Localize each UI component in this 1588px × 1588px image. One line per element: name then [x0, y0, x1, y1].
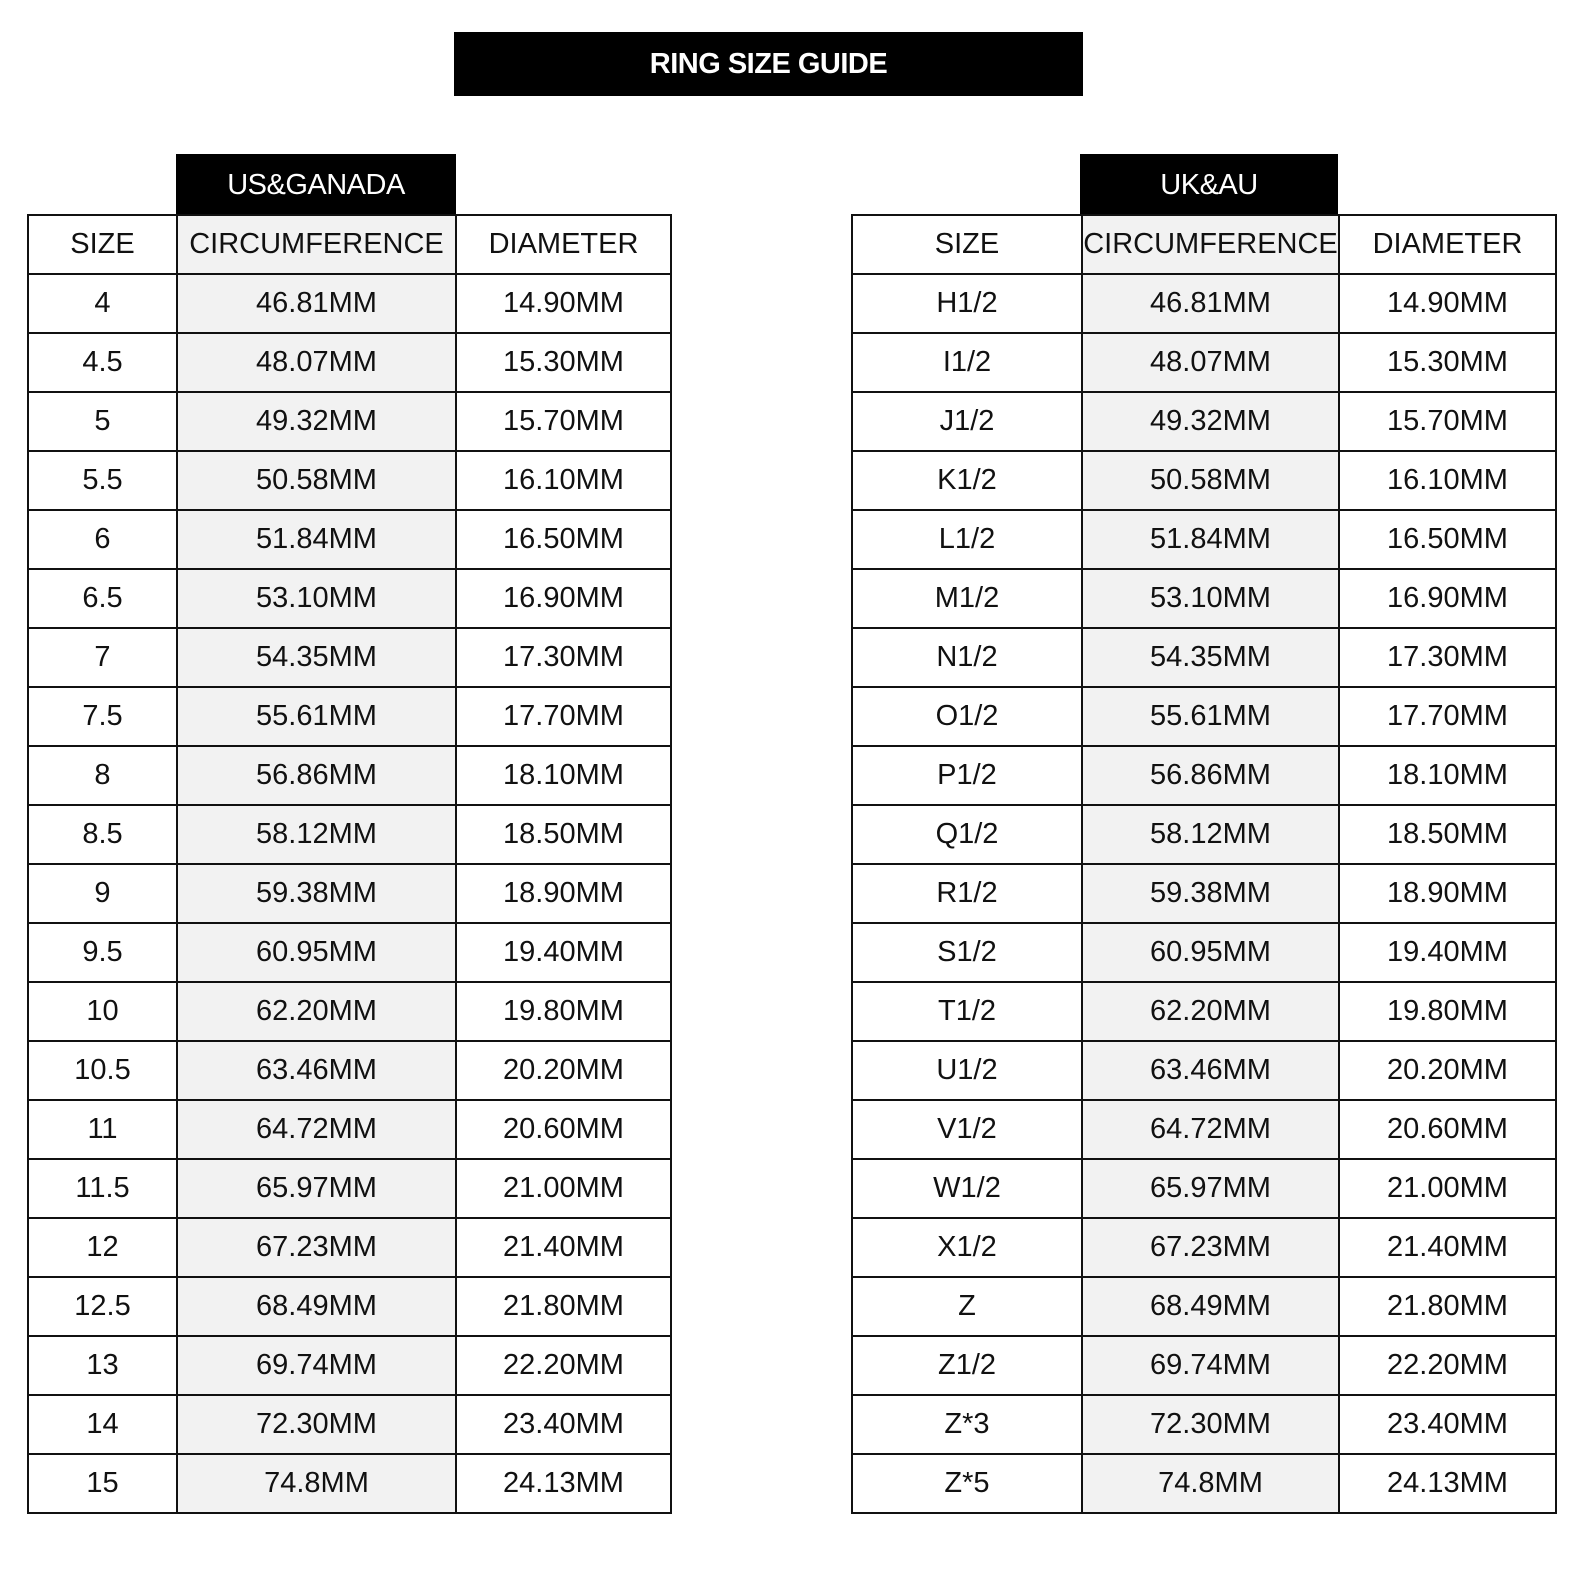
- circumference-cell: 58.12MM: [1082, 805, 1339, 864]
- diameter-cell: 20.20MM: [456, 1041, 671, 1100]
- table-header-row: [28, 215, 671, 274]
- table-row: [852, 392, 1556, 451]
- table-row: [28, 982, 671, 1041]
- circumference-cell: 72.30MM: [177, 1395, 456, 1454]
- size-cell: 9: [28, 864, 177, 923]
- size-cell: R1/2: [852, 864, 1082, 923]
- diameter-cell: 15.70MM: [456, 392, 671, 451]
- table-row: [852, 982, 1556, 1041]
- table-row: [852, 274, 1556, 333]
- size-cell: W1/2: [852, 1159, 1082, 1218]
- diameter-cell: 18.90MM: [456, 864, 671, 923]
- diameter-cell: 20.60MM: [456, 1100, 671, 1159]
- table-row: [28, 333, 671, 392]
- table-row: [28, 1395, 671, 1454]
- circumference-cell: 69.74MM: [1082, 1336, 1339, 1395]
- size-cell: 10: [28, 982, 177, 1041]
- circumference-cell: 54.35MM: [1082, 628, 1339, 687]
- size-cell: N1/2: [852, 628, 1082, 687]
- table-row: [28, 569, 671, 628]
- table-row: [852, 1395, 1556, 1454]
- diameter-cell: 15.30MM: [1339, 333, 1556, 392]
- circumference-cell: 64.72MM: [177, 1100, 456, 1159]
- table-row: [852, 1159, 1556, 1218]
- circumference-cell: 68.49MM: [177, 1277, 456, 1336]
- circumference-cell: 65.97MM: [1082, 1159, 1339, 1218]
- circumference-cell: 49.32MM: [177, 392, 456, 451]
- circumference-cell: 53.10MM: [177, 569, 456, 628]
- diameter-cell: 19.80MM: [1339, 982, 1556, 1041]
- size-cell: Q1/2: [852, 805, 1082, 864]
- diameter-cell: 23.40MM: [456, 1395, 671, 1454]
- table-row: [28, 392, 671, 451]
- column-header: DIAMETER: [456, 215, 671, 274]
- table-row: [852, 1100, 1556, 1159]
- diameter-cell: 16.90MM: [1339, 569, 1556, 628]
- size-cell: 12.5: [28, 1277, 177, 1336]
- circumference-cell: 69.74MM: [177, 1336, 456, 1395]
- column-header: SIZE: [28, 215, 177, 274]
- diameter-cell: 18.90MM: [1339, 864, 1556, 923]
- circumference-cell: 65.97MM: [177, 1159, 456, 1218]
- size-cell: 8: [28, 746, 177, 805]
- region-tab-uk-au: UK&AU: [1080, 154, 1338, 216]
- diameter-cell: 24.13MM: [1339, 1454, 1556, 1513]
- column-header: CIRCUMFERENCE: [1082, 215, 1339, 274]
- diameter-cell: 21.40MM: [1339, 1218, 1556, 1277]
- table-row: [28, 1100, 671, 1159]
- circumference-cell: 74.8MM: [1082, 1454, 1339, 1513]
- table-row: [852, 569, 1556, 628]
- circumference-cell: 60.95MM: [1082, 923, 1339, 982]
- table-row: [852, 1336, 1556, 1395]
- column-header: SIZE: [852, 215, 1082, 274]
- table-row: [852, 805, 1556, 864]
- table-row: [852, 864, 1556, 923]
- size-cell: V1/2: [852, 1100, 1082, 1159]
- size-cell: 7.5: [28, 687, 177, 746]
- circumference-cell: 62.20MM: [177, 982, 456, 1041]
- diameter-cell: 19.40MM: [456, 923, 671, 982]
- table-row: [852, 1218, 1556, 1277]
- diameter-cell: 14.90MM: [456, 274, 671, 333]
- circumference-cell: 46.81MM: [177, 274, 456, 333]
- size-cell: T1/2: [852, 982, 1082, 1041]
- size-cell: M1/2: [852, 569, 1082, 628]
- circumference-cell: 56.86MM: [177, 746, 456, 805]
- diameter-cell: 18.50MM: [456, 805, 671, 864]
- diameter-cell: 17.30MM: [1339, 628, 1556, 687]
- diameter-cell: 18.50MM: [1339, 805, 1556, 864]
- table-row: [852, 746, 1556, 805]
- size-cell: O1/2: [852, 687, 1082, 746]
- uk-au-size-table: [851, 214, 1557, 1514]
- table-row: [852, 628, 1556, 687]
- circumference-cell: 49.32MM: [1082, 392, 1339, 451]
- diameter-cell: 21.00MM: [1339, 1159, 1556, 1218]
- size-cell: 15: [28, 1454, 177, 1513]
- diameter-cell: 20.20MM: [1339, 1041, 1556, 1100]
- table-row: [852, 923, 1556, 982]
- diameter-cell: 19.80MM: [456, 982, 671, 1041]
- circumference-cell: 74.8MM: [177, 1454, 456, 1513]
- table-row: [28, 451, 671, 510]
- diameter-cell: 21.40MM: [456, 1218, 671, 1277]
- diameter-cell: 22.20MM: [456, 1336, 671, 1395]
- diameter-cell: 16.50MM: [456, 510, 671, 569]
- circumference-cell: 48.07MM: [177, 333, 456, 392]
- circumference-cell: 55.61MM: [1082, 687, 1339, 746]
- size-cell: 4: [28, 274, 177, 333]
- size-cell: 5.5: [28, 451, 177, 510]
- diameter-cell: 17.70MM: [1339, 687, 1556, 746]
- circumference-cell: 50.58MM: [177, 451, 456, 510]
- size-cell: 10.5: [28, 1041, 177, 1100]
- diameter-cell: 24.13MM: [456, 1454, 671, 1513]
- circumference-cell: 48.07MM: [1082, 333, 1339, 392]
- circumference-cell: 63.46MM: [177, 1041, 456, 1100]
- size-cell: 9.5: [28, 923, 177, 982]
- size-cell: I1/2: [852, 333, 1082, 392]
- circumference-cell: 62.20MM: [1082, 982, 1339, 1041]
- column-header: DIAMETER: [1339, 215, 1556, 274]
- table-row: [28, 510, 671, 569]
- diameter-cell: 23.40MM: [1339, 1395, 1556, 1454]
- size-cell: P1/2: [852, 746, 1082, 805]
- size-cell: 6: [28, 510, 177, 569]
- circumference-cell: 67.23MM: [177, 1218, 456, 1277]
- diameter-cell: 16.90MM: [456, 569, 671, 628]
- size-cell: X1/2: [852, 1218, 1082, 1277]
- circumference-cell: 51.84MM: [177, 510, 456, 569]
- size-cell: Z: [852, 1277, 1082, 1336]
- diameter-cell: 15.30MM: [456, 333, 671, 392]
- table-row: [28, 746, 671, 805]
- table-row: [28, 1041, 671, 1100]
- size-cell: H1/2: [852, 274, 1082, 333]
- circumference-cell: 58.12MM: [177, 805, 456, 864]
- size-cell: Z1/2: [852, 1336, 1082, 1395]
- table-row: [28, 805, 671, 864]
- diameter-cell: 15.70MM: [1339, 392, 1556, 451]
- table-row: [852, 333, 1556, 392]
- table-row: [28, 923, 671, 982]
- circumference-cell: 59.38MM: [177, 864, 456, 923]
- size-cell: S1/2: [852, 923, 1082, 982]
- region-tab-us-canada: US&GANADA: [176, 154, 456, 216]
- circumference-cell: 59.38MM: [1082, 864, 1339, 923]
- table-row: [28, 1454, 671, 1513]
- table-row: [28, 1218, 671, 1277]
- circumference-cell: 67.23MM: [1082, 1218, 1339, 1277]
- diameter-cell: 16.10MM: [456, 451, 671, 510]
- diameter-cell: 21.80MM: [456, 1277, 671, 1336]
- size-cell: 5: [28, 392, 177, 451]
- circumference-cell: 46.81MM: [1082, 274, 1339, 333]
- diameter-cell: 19.40MM: [1339, 923, 1556, 982]
- diameter-cell: 17.70MM: [456, 687, 671, 746]
- table-row: [852, 1454, 1556, 1513]
- size-cell: 8.5: [28, 805, 177, 864]
- table-row: [852, 687, 1556, 746]
- table-header-row: [852, 215, 1556, 274]
- size-cell: 6.5: [28, 569, 177, 628]
- size-cell: Z*5: [852, 1454, 1082, 1513]
- size-cell: 7: [28, 628, 177, 687]
- diameter-cell: 21.80MM: [1339, 1277, 1556, 1336]
- table-row: [28, 628, 671, 687]
- size-cell: 11: [28, 1100, 177, 1159]
- column-header: CIRCUMFERENCE: [177, 215, 456, 274]
- circumference-cell: 63.46MM: [1082, 1041, 1339, 1100]
- circumference-cell: 53.10MM: [1082, 569, 1339, 628]
- us-canada-size-table: [27, 214, 672, 1514]
- table-row: [28, 274, 671, 333]
- circumference-cell: 54.35MM: [177, 628, 456, 687]
- table-row: [28, 1336, 671, 1395]
- page-title: RING SIZE GUIDE: [454, 32, 1083, 96]
- size-cell: 12: [28, 1218, 177, 1277]
- size-cell: K1/2: [852, 451, 1082, 510]
- size-cell: J1/2: [852, 392, 1082, 451]
- table-row: [852, 1041, 1556, 1100]
- size-cell: U1/2: [852, 1041, 1082, 1100]
- table-row: [852, 1277, 1556, 1336]
- circumference-cell: 64.72MM: [1082, 1100, 1339, 1159]
- diameter-cell: 18.10MM: [1339, 746, 1556, 805]
- diameter-cell: 22.20MM: [1339, 1336, 1556, 1395]
- size-cell: L1/2: [852, 510, 1082, 569]
- diameter-cell: 14.90MM: [1339, 274, 1556, 333]
- size-cell: 11.5: [28, 1159, 177, 1218]
- circumference-cell: 56.86MM: [1082, 746, 1339, 805]
- diameter-cell: 20.60MM: [1339, 1100, 1556, 1159]
- size-cell: 4.5: [28, 333, 177, 392]
- size-cell: 14: [28, 1395, 177, 1454]
- table-row: [28, 1277, 671, 1336]
- circumference-cell: 50.58MM: [1082, 451, 1339, 510]
- table-row: [852, 510, 1556, 569]
- table-row: [28, 1159, 671, 1218]
- circumference-cell: 72.30MM: [1082, 1395, 1339, 1454]
- diameter-cell: 18.10MM: [456, 746, 671, 805]
- table-row: [28, 687, 671, 746]
- size-cell: Z*3: [852, 1395, 1082, 1454]
- diameter-cell: 17.30MM: [456, 628, 671, 687]
- circumference-cell: 55.61MM: [177, 687, 456, 746]
- circumference-cell: 51.84MM: [1082, 510, 1339, 569]
- table-row: [852, 451, 1556, 510]
- circumference-cell: 60.95MM: [177, 923, 456, 982]
- size-cell: 13: [28, 1336, 177, 1395]
- diameter-cell: 16.10MM: [1339, 451, 1556, 510]
- circumference-cell: 68.49MM: [1082, 1277, 1339, 1336]
- table-row: [28, 864, 671, 923]
- diameter-cell: 16.50MM: [1339, 510, 1556, 569]
- diameter-cell: 21.00MM: [456, 1159, 671, 1218]
